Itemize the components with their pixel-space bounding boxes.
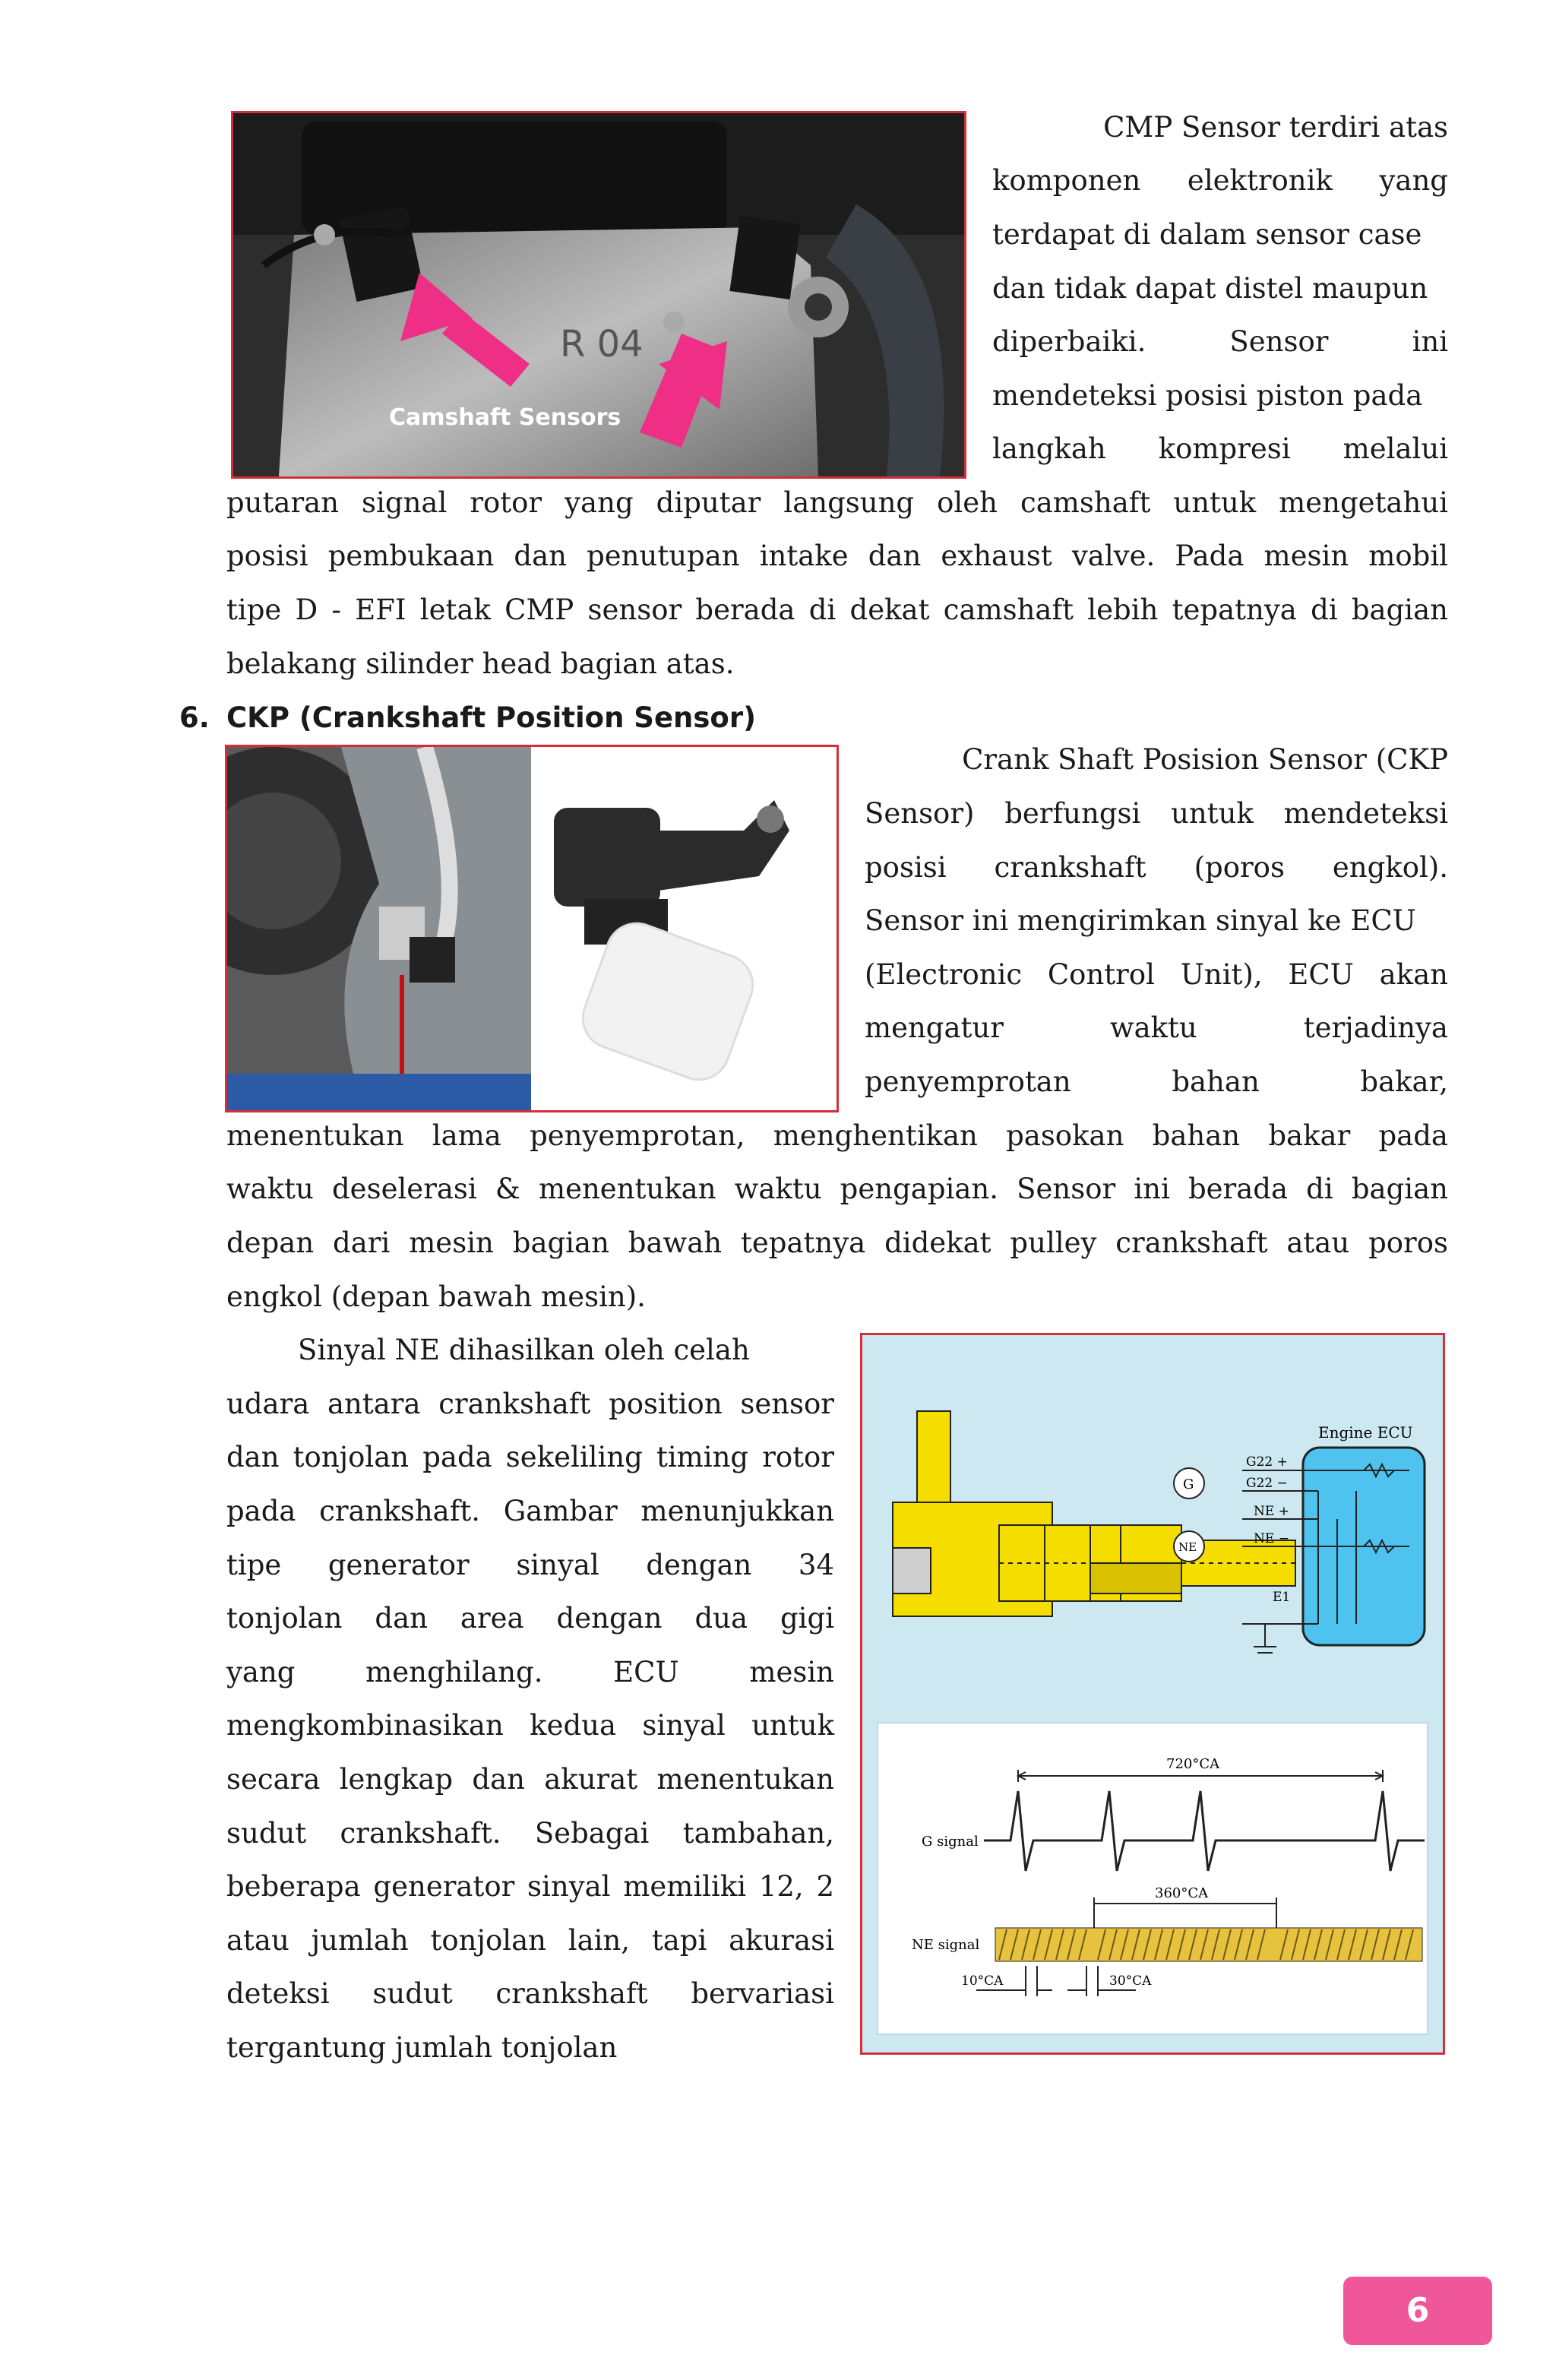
text-line: terdapat di dalam sensor case xyxy=(992,218,1422,251)
camshaft-sensor-photo xyxy=(231,111,966,479)
text-line: dan tonjolan pada sekeliling timing rotor xyxy=(226,1441,834,1473)
text-line: (Electronic Control Unit), ECU akan xyxy=(865,958,1448,991)
text-line: udara antara crankshaft position sensor xyxy=(226,1388,834,1420)
image-caption: Camshaft Sensors xyxy=(389,404,621,431)
g-symbol: G xyxy=(1183,1476,1194,1492)
terminal-label: NE − xyxy=(1254,1531,1289,1546)
section-number: 6. xyxy=(179,701,210,734)
angle-360-label: 360°CA xyxy=(1155,1885,1209,1901)
text-line: depan dari mesin bagian bawah tepatnya didekat pulley crankshaft atau poros xyxy=(226,1226,1448,1259)
text-line: CMP Sensor terdiri atas xyxy=(1103,111,1448,144)
terminal-label: G22 + xyxy=(1246,1454,1288,1470)
text-line: mengatur waktu terjadinya xyxy=(865,1011,1448,1044)
terminal-label: NE + xyxy=(1254,1504,1289,1519)
ckp-signal-diagram xyxy=(860,1333,1445,2055)
text-line: dan tidak dapat distel maupun xyxy=(992,272,1428,305)
text-line: deteksi sudut crankshaft bervariasi xyxy=(226,1977,834,2010)
ecu-label: Engine ECU xyxy=(1318,1423,1413,1442)
text-line: tipe D - EFI letak CMP sensor berada di dekat camshaft lebih tepatnya di bagian xyxy=(226,593,1448,626)
page-number-badge xyxy=(1343,2277,1492,2345)
text-line: engkol (depan bawah mesin). xyxy=(226,1280,646,1313)
text-line: beberapa generator sinyal memiliki 12, 2 xyxy=(226,1870,834,1903)
text-line: Sensor) berfungsi untuk mendeteksi xyxy=(865,797,1448,830)
text-line: menentukan lama penyemprotan, menghentikan pasokan bahan bakar pada xyxy=(226,1119,1448,1152)
text-line: yang menghilang. ECU mesin xyxy=(226,1656,834,1688)
text-line: waktu deselerasi & menentukan waktu pengapian. Sensor ini berada di bagian xyxy=(226,1173,1448,1205)
angle-10-label: 10°CA xyxy=(961,1973,1004,1989)
crankshaft-sensor-photo xyxy=(225,745,839,1112)
ne-signal-label: NE signal xyxy=(912,1937,980,1953)
text-line: posisi pembukaan dan penutupan intake dan exhaust valve. Pada mesin mobil xyxy=(226,540,1448,572)
text-line: sudut crankshaft. Sebagai tambahan, xyxy=(226,1817,834,1850)
text-line: mendeteksi posisi piston pada xyxy=(992,379,1423,412)
text-line: atau jumlah tonjolan lain, tapi akurasi xyxy=(226,1924,834,1957)
text-line: pada crankshaft. Gambar menunjukkan xyxy=(226,1495,834,1527)
angle-30-label: 30°CA xyxy=(1109,1973,1152,1989)
text-line: penyemprotan bahan bakar, xyxy=(865,1065,1448,1098)
terminal-label: G22 − xyxy=(1246,1476,1288,1491)
section-title: CKP (Crankshaft Position Sensor) xyxy=(226,701,756,734)
text-line: tipe generator sinyal dengan 34 xyxy=(226,1549,834,1581)
text-line: langkah kompresi melalui xyxy=(992,432,1448,465)
page-number: 6 xyxy=(1406,2291,1430,2330)
text-line: diperbaiki. Sensor ini xyxy=(992,325,1448,358)
angle-720-label: 720°CA xyxy=(1166,1756,1220,1772)
svg-text:R 04: R 04 xyxy=(560,323,644,366)
text-line: belakang silinder head bagian atas. xyxy=(226,647,735,680)
ne-symbol: NE xyxy=(1178,1540,1197,1554)
g-signal-label: G signal xyxy=(922,1834,979,1850)
text-line: Sensor ini mengirimkan sinyal ke ECU xyxy=(865,904,1416,937)
text-line: tergantung jumlah tonjolan xyxy=(226,2031,618,2064)
text-line: Sinyal NE dihasilkan oleh celah xyxy=(298,1334,750,1366)
text-line: tonjolan dan area dengan dua gigi xyxy=(226,1602,834,1635)
text-line: posisi crankshaft (poros engkol). xyxy=(865,851,1448,884)
terminal-label: E1 xyxy=(1273,1590,1291,1605)
text-line: mengkombinasikan kedua sinyal untuk xyxy=(226,1709,834,1742)
text-line: secara lengkap dan akurat menentukan xyxy=(226,1763,834,1796)
text-line: Crank Shaft Posision Sensor (CKP xyxy=(962,743,1448,776)
text-line: putaran signal rotor yang diputar langsung oleh camshaft untuk mengetahui xyxy=(226,486,1448,519)
text-line: komponen elektronik yang xyxy=(992,164,1448,197)
